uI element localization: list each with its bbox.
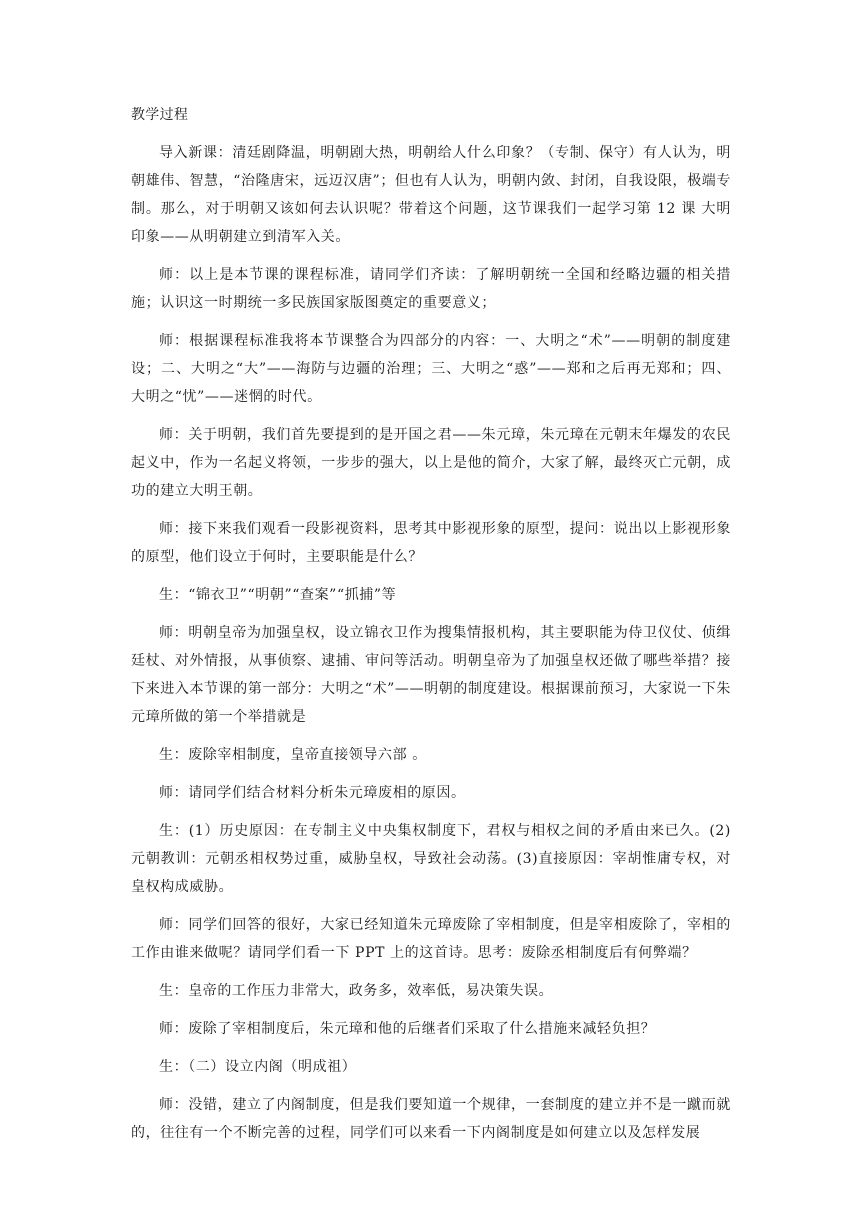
paragraph-teacher-question: 师：请同学们结合材料分析朱元璋废相的原因。 bbox=[159, 785, 466, 801]
paragraph-teacher-question-2: 师：废除了宰相制度后，朱元璋和他的后继者们采取了什么措施来减轻负担？ bbox=[159, 1021, 656, 1037]
paragraph-cabinet-system: 师：没错，建立了内阁制度，但是我们要知道一个规律，一套制度的建立并不是一蹴而就的，往往有一个不断完善的过程，同学们可以来看一下内阁制度是如何建立以及怎样发展 bbox=[131, 1097, 731, 1141]
paragraph-curriculum-standard: 师：以上是本节课的课程标准，请同学们齐读：了解明朝统一全国和经略边疆的相关措施；认识这一时期统一多民族国家版图奠定的重要意义； bbox=[131, 267, 731, 311]
paragraph-zhu-yuanzhang: 师：关于明朝，我们首先要提到的是开国之君——朱元璋，朱元璋在元朝末年爆发的农民起义中，作为一名起义将领，一步步的强大，以上是他的简介，大家了解，最终灭亡元朝，成功的建立大明王朝。 bbox=[131, 427, 731, 499]
paragraph-lesson-structure: 师：根据课程标准我将本节课整合为四部分的内容：一、大明之“术”——明朝的制度建设；二、大明之“大”——海防与边疆的治理；三、大明之“惑”——郑和之后再无郑和；四、大明之“忧”——迷惘的时代。 bbox=[131, 333, 731, 405]
paragraph-student-answer-2: 生：废除宰相制度，皇帝直接领导六部 。 bbox=[159, 747, 427, 763]
paragraph-teacher-followup: 师：同学们回答的很好，大家已经知道朱元璋废除了宰相制度，但是宰相废除了，宰相的工作由谁来做呢？请同学们看一下 PPT 上的这首诗。思考：废除丞相制度后有何弊端？ bbox=[131, 917, 731, 961]
paragraph-student-answer-1: 生：“锦衣卫”“明朝”“查案”“抓捕”等 bbox=[159, 587, 397, 603]
paragraph-video-question: 师：接下来我们观看一段影视资料，思考其中影视形象的原型，提问：说出以上影视形象的原型，他们设立于何时，主要职能是什么？ bbox=[131, 521, 731, 565]
paragraph-student-answer-5: 生：（二）设立内阁（明成祖） bbox=[159, 1059, 357, 1075]
paragraph-intro: 导入新课：清廷剧降温，明朝剧大热，明朝给人什么印象？（专制、保守）有人认为，明朝雄伟、智慧，“治隆唐宋，远迈汉唐”；但也有人认为，明朝内敛、封闭，自我设限，极端专制。那么，对于明朝又该如何去认识呢？带着这个问题，这节课我们一起学习第 12 课 大明印象——从明朝建立到清军入关。 bbox=[131, 145, 731, 245]
document-page bbox=[131, 104, 731, 1157]
paragraph-jinyiwei: 师：明朝皇帝为加强皇权，设立锦衣卫作为搜集情报机构，其主要职能为侍卫仪仗、侦缉廷杖、对外情报，从事侦察、逮捕、审问等活动。明朝皇帝为了加强皇权还做了哪些举措？接下来进入本节课的第一部分：大明之“术”——明朝的制度建设。根据课前预习，大家说一下朱元璋所做的第一个举措就是 bbox=[131, 625, 731, 725]
paragraph-student-answer-4: 生：皇帝的工作压力非常大，政务多，效率低，易决策失误。 bbox=[159, 983, 554, 999]
section-heading: 教学过程 bbox=[131, 107, 189, 123]
paragraph-student-answer-3: 生：(1）历史原因：在专制主义中央集权制度下，君权与相权之间的矛盾由来已久。(2) 元朝教训：元朝丞相权势过重，威胁皇权，导致社会动荡。(3)直接原因：宰胡惟庸专权，对皇权构成威胁。 bbox=[131, 823, 731, 895]
